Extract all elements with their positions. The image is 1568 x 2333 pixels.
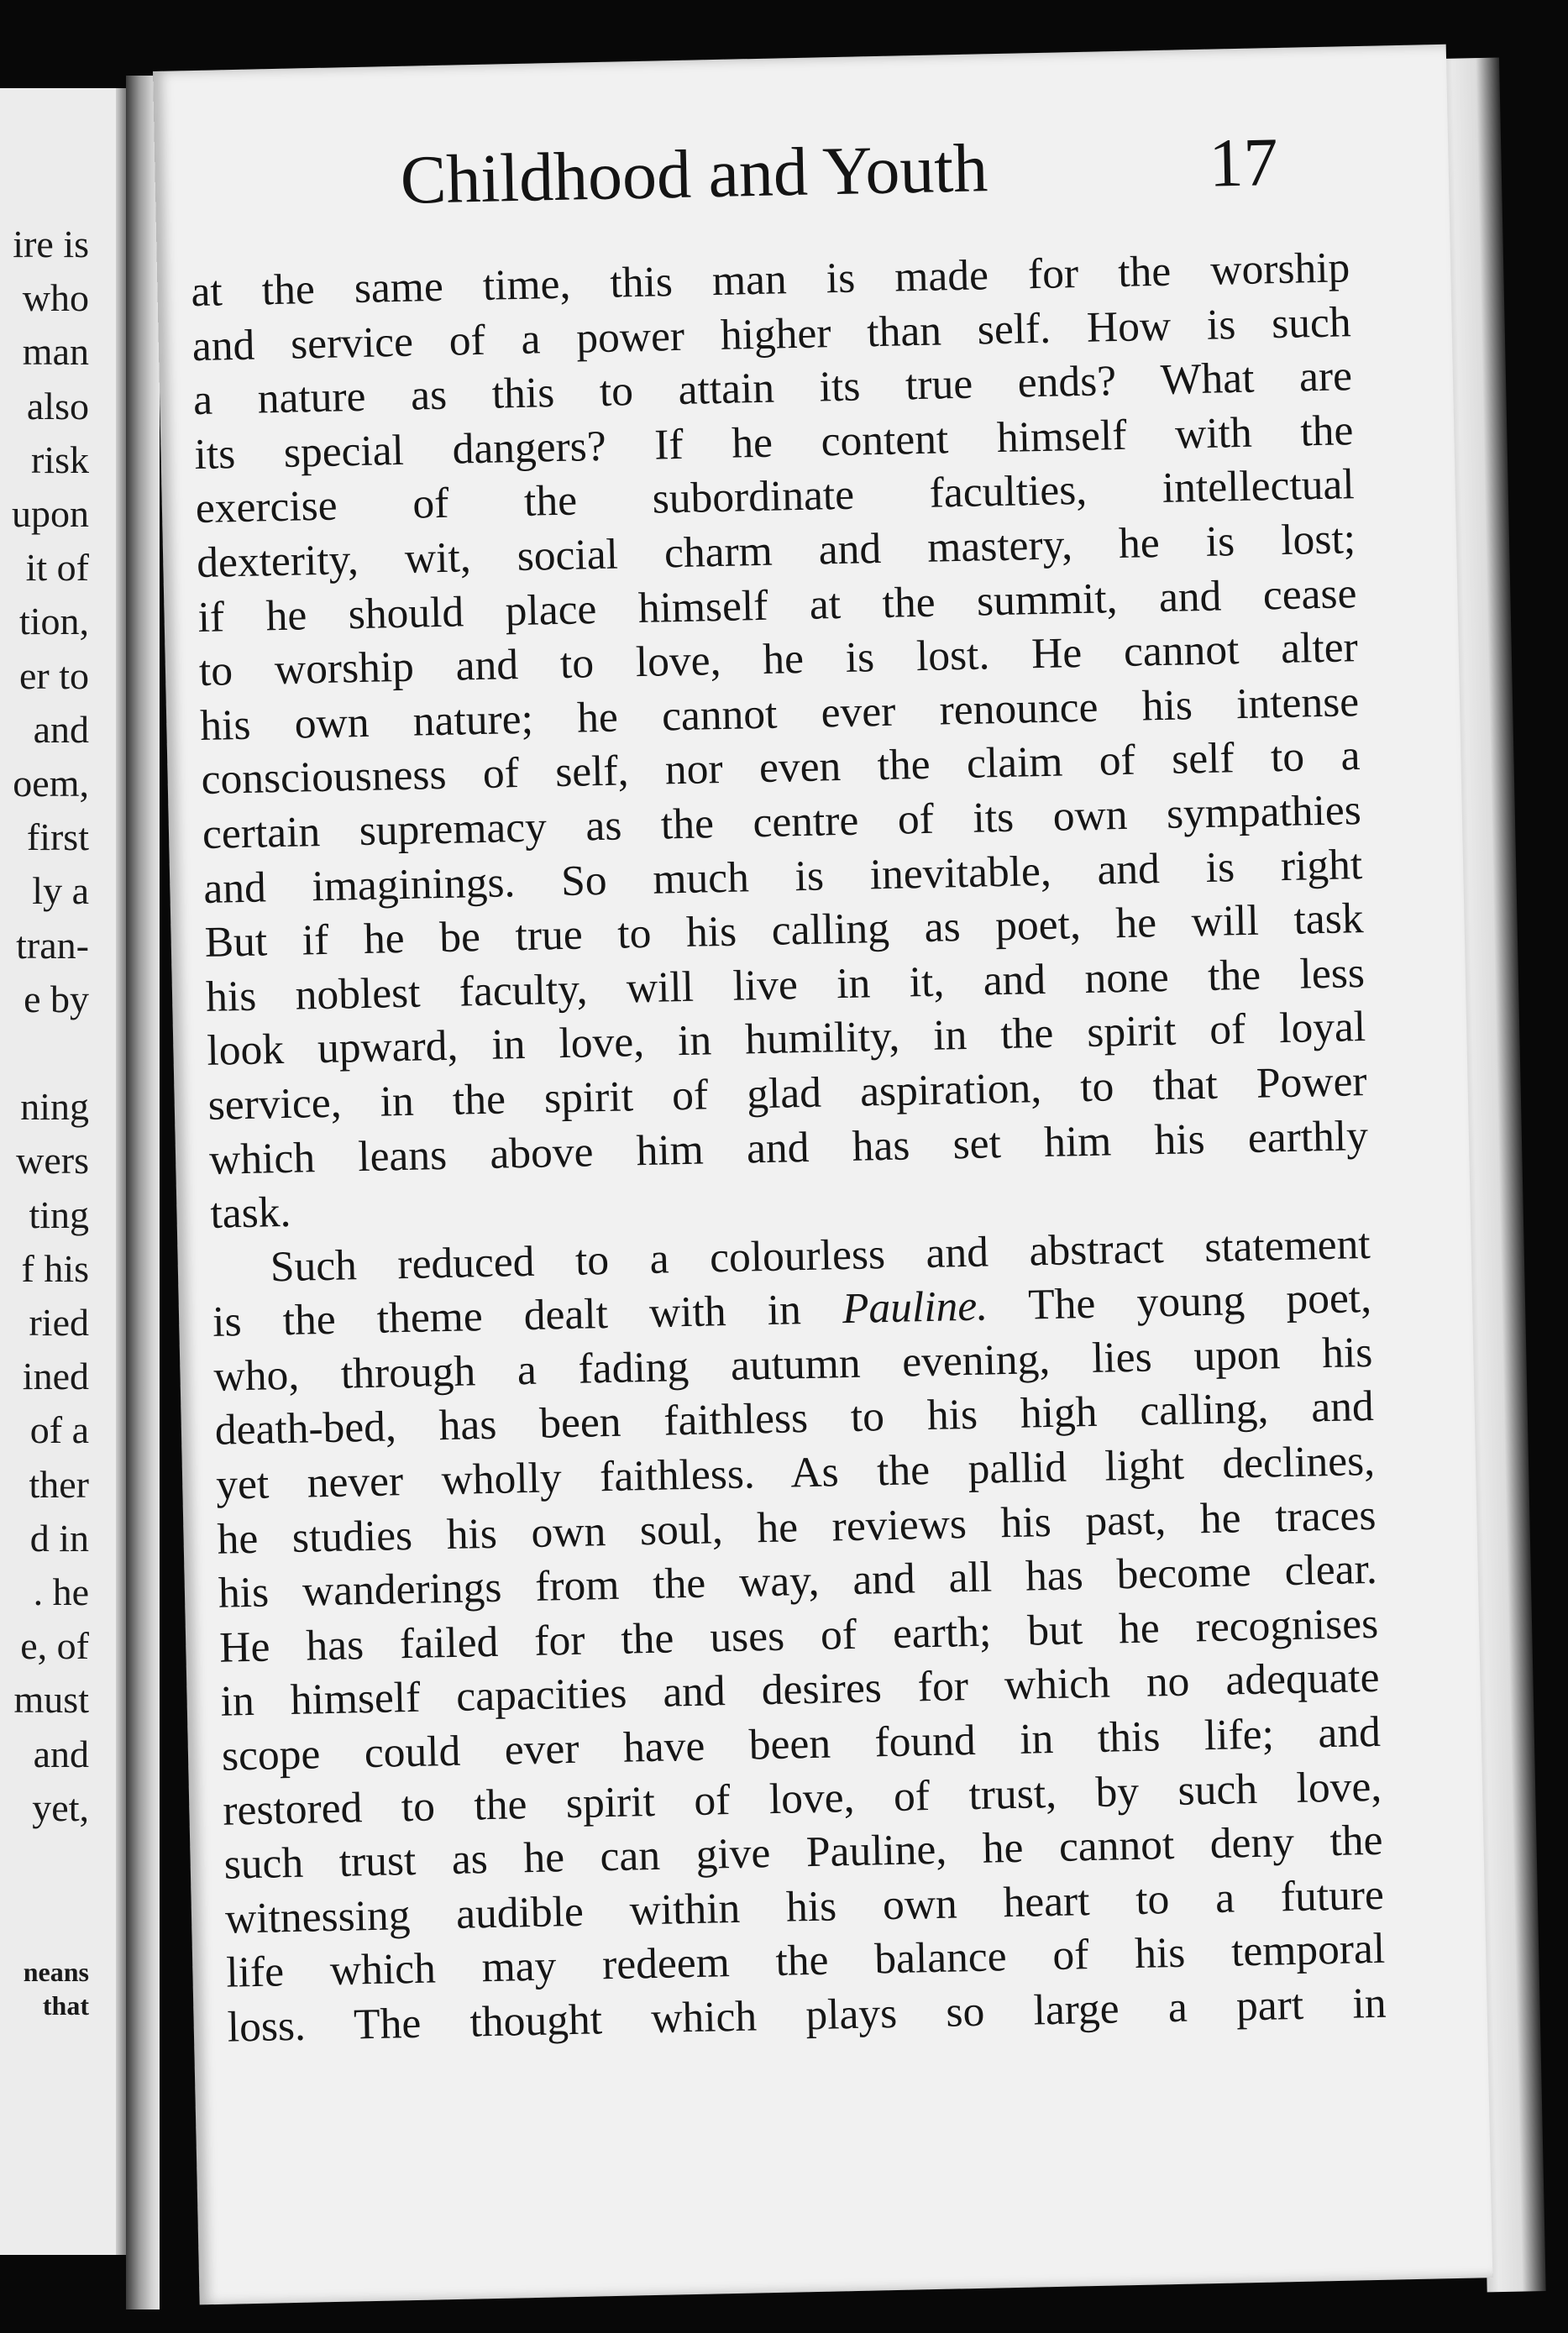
- previous-page-line: er to: [18, 653, 89, 697]
- text-line: restored to the spirit of love, of trust, by such love,: [222, 1762, 1382, 1835]
- previous-page-line: yet,: [32, 1785, 89, 1829]
- text-line: a nature as this to attain its true ends? What are: [192, 352, 1353, 425]
- previous-page-fragment: [0, 88, 126, 2255]
- previous-page-footnote-line: neans: [23, 1957, 89, 1987]
- previous-page-line: tion,: [18, 600, 89, 643]
- text-line: such trust as he can give Pauline, he cannot deny the: [223, 1817, 1384, 1889]
- page-17: [153, 45, 1492, 2305]
- previous-page-line: tran-: [16, 923, 89, 967]
- previous-page-line: also: [26, 384, 89, 427]
- previous-page-line: and: [33, 707, 89, 751]
- previous-page-line: ly a: [32, 869, 89, 913]
- text-line: exercise of the subordinate faculties, intellectual: [195, 460, 1356, 533]
- text-line: witnessing audible within his own heart to a future: [224, 1870, 1385, 1943]
- gutter-shadow: [116, 88, 126, 2255]
- text-line: to worship and to love, he is lost. He cannot alter: [198, 623, 1359, 696]
- text-line: He has failed for the uses of earth; but he recognises: [218, 1599, 1379, 1672]
- text-line: in himself capacities and desires for which no adequate: [220, 1654, 1380, 1727]
- text-line: and service of a power higher than self. How is such: [191, 297, 1352, 370]
- text-line: life which may redeem the balance of his temporal: [225, 1925, 1386, 1998]
- paragraph-2: [211, 1218, 1387, 2056]
- text-line: his wanderings from the way, and all has become clear.: [218, 1545, 1378, 1618]
- previous-page-line: d in: [29, 1516, 89, 1560]
- text-line: scope could ever have been found in this life; and: [221, 1707, 1382, 1780]
- text-line: service, in the spirit of glad aspiration, to that Power: [207, 1056, 1368, 1130]
- text-line: at the same time, this man is made for the worship: [190, 244, 1350, 317]
- previous-page-line: ire is: [13, 223, 89, 265]
- text-line: and imaginings. So much is inevitable, and is right: [202, 840, 1363, 913]
- page-number: 17: [1208, 123, 1279, 202]
- previous-page-line: ried: [29, 1301, 89, 1344]
- text-line: his own nature; he cannot ever renounce his intense: [199, 677, 1360, 750]
- previous-page-line: must: [13, 1678, 89, 1722]
- text-line: Such reduced to a colourless and abstract statement: [270, 1219, 1371, 1292]
- previous-page-line: . he: [33, 1570, 89, 1613]
- text-run: is the theme dealt with in: [212, 1285, 843, 1347]
- previous-page-line: wers: [16, 1139, 89, 1182]
- text-line: But if he be true to his calling as poet, he will task: [204, 894, 1365, 967]
- text-line: he studies his own soul, he reviews his past, he traces: [217, 1491, 1377, 1564]
- previous-page-line: ther: [29, 1462, 89, 1506]
- previous-page-line: ined: [22, 1355, 89, 1398]
- previous-page-footnote-line: that: [42, 1990, 89, 2021]
- previous-page-line: of a: [29, 1408, 89, 1452]
- text-line: his noblest faculty, will live in it, and none the less: [205, 948, 1366, 1021]
- italic-title: Pauline.: [842, 1282, 989, 1334]
- previous-page-line: first: [26, 815, 89, 859]
- text-line: if he should place himself at the summit, and cease: [197, 569, 1357, 642]
- previous-page-line: upon: [12, 492, 89, 535]
- text-line: consciousness of self, nor even the claim of self to a: [201, 731, 1361, 805]
- text-line: which leans above him and has set him his earthly: [208, 1111, 1369, 1184]
- text-line: dexterity, wit, social charm and mastery, he is lost;: [196, 515, 1356, 587]
- paragraph-1: [191, 241, 1370, 1241]
- previous-page-line: it of: [25, 546, 89, 590]
- previous-page-line: ting: [29, 1193, 89, 1236]
- running-head: Childhood and Youth: [399, 129, 989, 218]
- text-line: death-bed, has been faithless to his high calling, and: [214, 1382, 1375, 1455]
- book-spine: [126, 76, 160, 2309]
- previous-page-line: e by: [24, 977, 89, 1020]
- previous-page-line: ning: [20, 1085, 89, 1129]
- text-line: look upward, in love, in humility, in the spirit of loyal: [206, 1003, 1366, 1076]
- previous-page-line: and: [33, 1732, 89, 1775]
- text-run: The young poet,: [987, 1274, 1372, 1330]
- previous-page-line: man: [22, 330, 89, 374]
- previous-page-line: f his: [21, 1246, 89, 1290]
- text-line: loss. The thought which plays so large a part in: [227, 1979, 1387, 2052]
- previous-page-line: oem,: [13, 762, 89, 805]
- text-line: who, through a fading autumn evening, lies upon his: [212, 1328, 1373, 1401]
- text-line: yet never wholly faithless. As the pallid light declines,: [215, 1436, 1376, 1509]
- text-line: its special dangers? If he content himself with the: [193, 406, 1354, 479]
- previous-page-line: who: [22, 276, 89, 320]
- previous-page-line: e, of: [20, 1624, 89, 1668]
- previous-page-line: risk: [31, 438, 89, 481]
- body-text: [191, 241, 1387, 2055]
- text-line: task.: [209, 1187, 291, 1238]
- text-line: certain supremacy as the centre of its own sympathies: [202, 786, 1362, 858]
- paragraph-2-rest: [213, 1326, 1387, 2055]
